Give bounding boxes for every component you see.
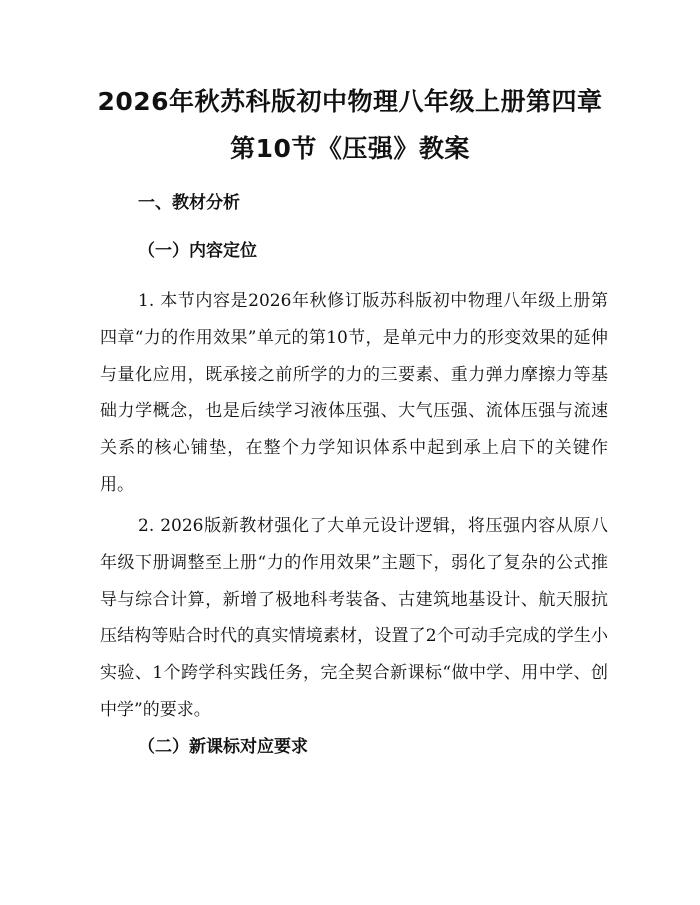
subsection-heading-curriculum-requirements: （二）新课标对应要求 (138, 737, 308, 757)
section-heading-textbook-analysis: 一、教材分析 (138, 193, 240, 213)
paragraph-2: 2. 2026版新教材强化了大单元设计逻辑，将压强内容从原八年级下册调整至上册“力的作用效果”主题下，弱化了复杂的公式推导与综合计算，新增了极地科考装备、古建筑地基设计、航天服抗压结构等贴合时代的真实情境素材，设置了2个可动手完成的学生小实验、1个跨学科实践任务，完全契合新课标“做中学、用中学、创中学”的要求。 (100, 516, 608, 720)
paragraph-1: 1. 本节内容是2026年秋修订版苏科版初中物理八年级上册第四章“力的作用效果”单元的第10节，是单元中力的形变效果的延伸与量化应用，既承接之前所学的力的三要素、重力弹力摩擦力等基础力学概念，也是后续学习液体压强、大气压强、流体压强与流速关系的核心铺垫，在整个力学知识体系中起到承上启下的关键作用。 (100, 291, 608, 495)
subsection-heading-content-positioning: （一）内容定位 (138, 241, 257, 261)
document-title-line-2: 第10节《压强》教案 (230, 134, 470, 163)
document-title-line-1: 2026年秋苏科版初中物理八年级上册第四章 (97, 87, 603, 116)
